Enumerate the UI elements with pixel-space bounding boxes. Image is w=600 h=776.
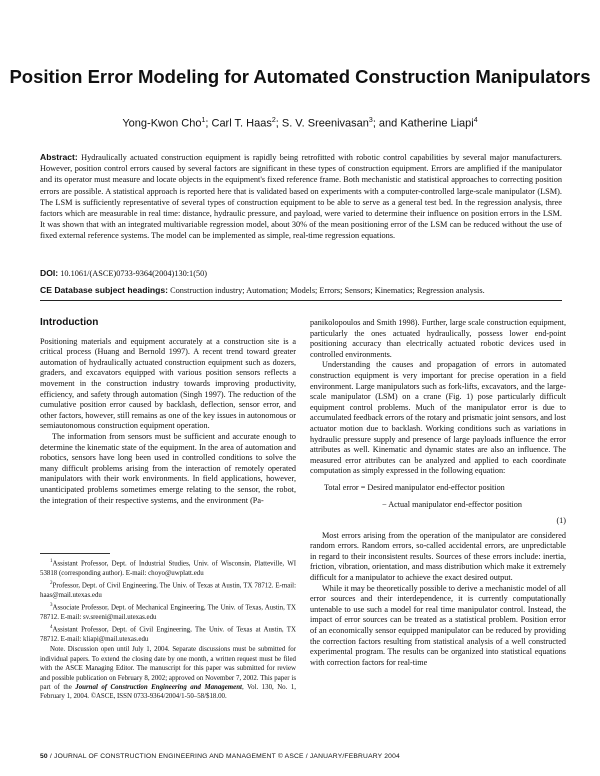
journal-footer: / JOURNAL OF CONSTRUCTION ENGINEERING AND MANAGEMENT © ASCE / JANUARY/FEBRUARY 2004 <box>49 753 400 760</box>
doi-value[interactable]: 10.1061/(ASCE)0733-9364(2004)130:1(50) <box>60 269 208 278</box>
body-paragraph: Understanding the causes and propagation of errors in automated construction equipment is very important for precise operation in a field environment. Large manipulators such as fork-lifts, excavators, and the large-scale manipulator (LSM) on a crane (Fig. 1) pose particularly difficult equipment control problems. Much of the manipulator error is due to accumulated feedback errors of the rotary and prismatic joint sensors, and lost actuator motion due to backlash. Working conditions such as variations in hydraulic pressure supply and presence of large payloads influence the error attributes as well. Kinematic and dynamic states are also an influence. The measured error attributes can be analyzed and applied to each coordinate computation as simply expressed in the following equation: <box>310 360 566 476</box>
doi-line <box>40 268 207 278</box>
body-paragraph: Most errors arising from the operation of the manipulator are considered random errors. Random errors, so-called accidental errors, are unpredictable in regard to their inconsistent results. Sources of these errors include: inertia, friction, vibration, orientation, and mass distribution which make it extremely difficult for a manipulator to achieve the exact desired output. <box>310 530 566 583</box>
body-paragraph: While it may be theoretically possible to derive a mechanistic model of all error sources and their interdependence, it is currently computationally untenable to use such a model for real time manipulator control. Instead, the impact of error sources can be treated as a statistical problem. Position error of an economically sensor equipped manipulator can be reduced by providing the correction factors resulting from statistical analysis of a well constructed experimental program. The results can be organized into statistical equations with correction factors for real-time <box>310 583 566 667</box>
author-name: S. V. Sreenivasan <box>281 117 369 130</box>
page-number: 50 <box>40 753 48 760</box>
author-affiliation-mark: 2 <box>271 117 276 124</box>
left-column <box>40 318 296 506</box>
footnote-mark: 2 <box>50 581 53 587</box>
body-paragraph: panikolopoulos and Smith 1998). Further, large scale construction equipment, particularly the ones actuated hydraulically, possess lower end-point positioning accuracy than electrically actuated robotic devices used in controlled environments. <box>310 318 566 359</box>
abstract-text: Hydraulically actuated construction equipment is rapidly being retrofitted with robotic control capabilities by several major manufacturers. However, position control errors caused by several factors are significant in these types of construction equipment. Errors are amplified if the manipulator and its operator must measure and locate objects in the equipment's fixed reference frame. Both mechanistic and statistical approaches to correcting position errors are possible. A statistical approach is reported here that is validated based on experiments with a computer-controlled large-scale manipulator (LSM). The LSM is sufficiently representative of several types of construction equipment to be able to serve as a general test bed. In the regression analysis, three factors which are measurable in real time: distance, hydraulic pressure, and payload, were varied to determine their influence on position errors in the LSM. It was shown that with an integrated multivariable regression model, about 30% of the mean positioning error of the LSM can be reduced without the use of fixed external reference systems. The model can be implemented as simple, real-time regression equations. <box>40 153 563 241</box>
author-name: Yong-Kwon Cho <box>122 117 202 130</box>
footnote <box>40 557 296 578</box>
author-affiliation-mark: 1 <box>201 117 206 124</box>
equation-1 <box>310 483 566 527</box>
subject-headings <box>40 285 485 295</box>
doi-label: DOI: <box>40 268 59 278</box>
footnote-mark: 4 <box>50 625 53 631</box>
footnote-text: Professor, Dept. of Civil Engineering, The Univ. of Texas at Austin, TX 78712. E-mail: haas@mail.utexas.edu <box>40 582 296 599</box>
journal-name: Journal of Construction Engineering and Management <box>75 684 242 692</box>
page-footer <box>40 753 562 760</box>
author-name: Carl T. Haas <box>211 117 272 130</box>
footnote-text: Assistant Professor, Dept. of Industrial Studies, Univ. of Wisconsin, Platteville, WI 53818 (corresponding author). E-mail: choyo@uwplatt.edu <box>40 560 296 577</box>
abstract <box>40 152 562 242</box>
author-separator: ; <box>275 117 282 130</box>
header-divider <box>40 300 562 301</box>
equation-number: (1) <box>556 516 566 526</box>
discussion-note: Note. Discussion open until July 1, 2004. Separate discussions must be submitted for individual papers. To extend the closing date by one month, a written request must be filed with the ASCE Managing Editor. The manuscript for this paper was submitted for review and possible publication on February 8, 2002; approved on November 7, 2002. This paper is part of the Journal of Construction Engineering and Management, Vol. 130, No. 1, February 1, 2004. ©ASCE, ISSN 0733-9364/2004/1-50–58/$18.00. <box>40 646 296 701</box>
footnotes <box>40 557 296 703</box>
author-affiliation-mark: 3 <box>368 117 373 124</box>
equation-line: Total error = Desired manipulator end-effector position <box>324 482 505 492</box>
footnote-mark: 3 <box>50 603 53 609</box>
footnote-text: Assistant Professor, Dept. of Civil Engineering, The Univ. of Texas at Austin, TX 78712. E-mail: kliapi@mail.utexas.edu <box>40 626 296 644</box>
right-column <box>310 318 566 668</box>
footnote-text: Associate Professor, Dept. of Mechanical Engineering, The Univ. of Texas, Austin, TX 78712. E-mail: sv.sreeni@mail.utexas.edu <box>40 604 296 621</box>
author-affiliation-mark: 4 <box>473 117 478 124</box>
author-separator: ; <box>205 117 212 130</box>
subject-headings-text: Construction industry; Automation; Models; Errors; Sensors; Kinematics; Regression analysis. <box>170 286 485 295</box>
body-paragraph: The information from sensors must be sufficient and accurate enough to determine the kinematic state of the equipment. In the area of automation and robotics, sensors have long been used in controlled conditions to solve the many difficult problems arising from the interaction of remotely operated manipulators with their work environments. In field applications, however, unanticipated problems sometimes emerge relating to the sensor, the robot, the integration of their respective systems, and the environment (Pa- <box>40 431 296 505</box>
footnote <box>40 601 296 622</box>
introduction-heading: Introduction <box>40 317 99 328</box>
footnote <box>40 579 296 600</box>
footnote <box>40 623 296 644</box>
author-name: Katherine Liapi <box>400 117 474 130</box>
footnote-divider <box>40 553 110 554</box>
author-list <box>0 117 600 130</box>
abstract-label: Abstract: <box>40 152 78 162</box>
paper-title: Position Error Modeling for Automated Construction Manipulators <box>9 66 591 87</box>
equation-line: − Actual manipulator end-effector position <box>382 499 522 509</box>
footnote-mark: 1 <box>50 559 53 564</box>
subject-headings-label: CE Database subject headings: <box>40 285 168 295</box>
author-separator: ; and <box>372 117 401 130</box>
body-paragraph: Positioning materials and equipment accurately at a construction site is a critical process (Huang and Bernold 1997). A recent trend toward greater automation of hydraulically actuated construction equipment such as dozers, graders, and excavators equipped with various position sensors reflects a movement in the construction industry towards improving productivity, efficiency, and safety through automation (Singh 1997). The reduction of the cumulative position error caused by backlash, deflection, sensor error, and other factors, however, still remains as one of the key issues in autonomous or semiautonomous construction equipment operation. <box>40 336 296 431</box>
